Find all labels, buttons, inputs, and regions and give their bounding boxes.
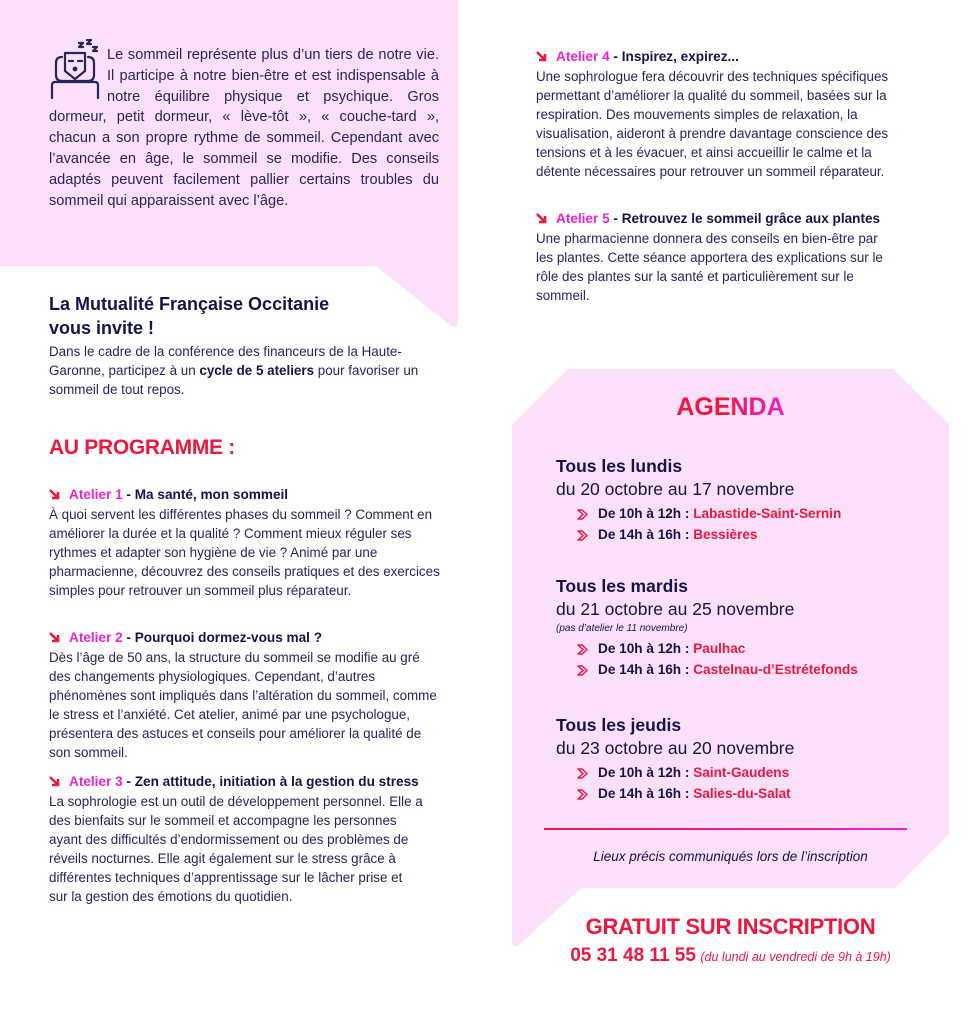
programme-title: AU PROGRAMME : — [49, 436, 235, 459]
atelier-1 — [49, 484, 444, 600]
agenda-slot — [556, 763, 936, 784]
atelier-title: - Pourquoi dormez-vous mal ? — [122, 630, 323, 645]
agenda-day-lundis — [556, 455, 936, 545]
double-chevron-right-icon — [577, 530, 589, 541]
slot-place: Salies-du-Salat — [693, 785, 791, 801]
invite-text-after: pour favoriser un sommeil de tout repos. — [49, 363, 419, 397]
atelier-2 — [49, 627, 444, 762]
agenda-title — [512, 393, 949, 422]
double-chevron-right-icon — [577, 644, 589, 655]
arrow-down-right-icon — [49, 489, 60, 500]
atelier-heading — [49, 627, 444, 648]
day-title: Tous les mardis — [556, 576, 688, 596]
slot-time: De 14h à 16h : — [598, 785, 694, 801]
agenda-slot — [556, 784, 936, 805]
day-title: Tous les jeudis — [556, 715, 682, 735]
double-chevron-right-icon — [577, 789, 589, 800]
double-chevron-right-icon — [577, 768, 589, 779]
slot-place: Bessières — [693, 526, 758, 542]
atelier-5 — [536, 208, 931, 305]
slot-place: Castelnau-d’Estrétefonds — [693, 661, 858, 677]
day-range: du 23 octobre au 20 novembre — [556, 738, 795, 758]
phone-number[interactable]: 05 31 48 11 55 — [570, 945, 696, 966]
atelier-body: Dès l’âge de 50 ans, la structure du sommeil se modifie au gré des changements physiologiques. Cependant, d’autres phénomènes sont impliqués dans l’altération du sommeil, comme le stress et l’anxiété. Cet atelier, animé par une psychologue, présentera des astuces et conseils pour améliorer la qualité de son sommeil. — [49, 650, 437, 760]
agenda-day-mardis — [556, 575, 936, 680]
agenda-slot — [556, 504, 936, 525]
atelier-heading — [536, 46, 896, 67]
slot-time: De 10h à 12h : — [598, 765, 694, 780]
slot-time: De 14h à 16h : — [598, 526, 694, 542]
atelier-label: Atelier 4 — [556, 49, 610, 64]
arrow-down-right-icon — [536, 51, 547, 62]
invite-text — [49, 342, 449, 399]
invite-text-before: Dans le cadre de la conférence des financeurs de la Haute-Garonne, participez à un — [49, 344, 402, 378]
day-title: Tous les lundis — [556, 456, 683, 476]
slot-time: De 10h à 12h : — [598, 506, 694, 521]
atelier-label: Atelier 3 — [69, 774, 123, 789]
phone-hours: (du lundi au vendredi de 9h à 19h) — [700, 950, 891, 964]
atelier-label: Atelier 2 — [69, 630, 123, 645]
double-chevron-right-icon — [577, 665, 589, 676]
invite-title-line2: vous invite ! — [49, 318, 155, 338]
atelier-heading — [49, 484, 444, 505]
sleeping-person-icon — [49, 39, 101, 99]
atelier-heading — [49, 771, 424, 792]
atelier-4 — [536, 46, 896, 181]
slot-time: De 14h à 16h : — [598, 661, 694, 677]
atelier-label: Atelier 1 — [69, 487, 123, 502]
atelier-heading — [536, 208, 931, 229]
atelier-title: - Inspirez, expirez... — [609, 49, 739, 64]
gratuit-title: GRATUIT SUR INSCRIPTION — [585, 914, 876, 939]
day-range: du 21 octobre au 25 novembre — [556, 599, 795, 619]
slot-place: Labastide-Saint-Sernin — [693, 506, 842, 521]
arrow-down-right-icon — [49, 776, 60, 787]
atelier-label: Atelier 5 — [556, 211, 610, 226]
phone-line — [512, 945, 949, 967]
atelier-title: - Ma santé, mon sommeil — [122, 487, 289, 502]
invite-title-line1: La Mutualité Française Occitanie — [49, 294, 330, 314]
slot-place: Paulhac — [693, 641, 746, 656]
atelier-3 — [49, 771, 424, 906]
agenda-title-text: AGENDA — [676, 393, 785, 421]
agenda-day-jeudis — [556, 714, 936, 804]
intro-text: Le sommeil représente plus d’un tiers de notre vie. Il participe à notre bien-être et est indispensable à notre équilibre physique et psychique. Gros dormeur, petit dormeur, « lève-tôt », « couche-tard », chacun a son propre rythme de sommeil. Cependant avec l’avancée en âge, le sommeil se modifie. Des conseils adaptés peuvent facilement pallier certains troubles du sommeil qui apparaissent avec l’âge. — [49, 47, 439, 209]
atelier-title: - Retrouvez le sommeil grâce aux plantes — [609, 211, 881, 226]
agenda-slot — [556, 660, 936, 681]
slot-time: De 10h à 12h : — [598, 641, 694, 656]
arrow-down-right-icon — [536, 213, 547, 224]
invite-text-bold: cycle de 5 ateliers — [199, 363, 315, 378]
intro-paragraph — [49, 45, 439, 211]
slot-place: Saint-Gaudens — [693, 765, 790, 780]
day-note: (pas d’atelier le 11 novembre) — [556, 623, 688, 634]
agenda-divider — [544, 828, 907, 830]
atelier-body: Une pharmacienne donnera des conseils en bien-être par les plantes. Cette séance apportera des explications sur le rôle des plantes sur la santé et particulièrement sur le sommeil. — [536, 231, 883, 303]
atelier-body: La sophrologie est un outil de développement personnel. Elle a des bienfaits sur le sommeil et accompagne les personnes ayant des difficultés d’endormissement ou des problèmes de réveils nocturnes. Elle agit également sur le stress grâce à différentes techniques d’apprentissage sur le lâcher prise et sur la gestion des émotions du quotidien. — [49, 794, 423, 904]
atelier-title: - Zen attitude, initiation à la gestion du stress — [122, 774, 419, 789]
atelier-body: À quoi servent les différentes phases du sommeil ? Comment en améliorer la durée et la qualité ? Comment mieux réguler ses rythmes et adapter son hygiène de vie ? Animé par une pharmacienne, découvrez des conseils pratiques et des exercices simples pour retrouver un sommeil plus réparateur. — [49, 507, 440, 598]
agenda-slot — [556, 525, 936, 546]
agenda-slot — [556, 639, 936, 660]
day-range: du 20 octobre au 17 novembre — [556, 479, 795, 499]
invite-title — [49, 292, 449, 340]
double-chevron-right-icon — [577, 509, 589, 520]
atelier-body: Une sophrologue fera découvrir des techniques spécifiques permettant d’améliorer la qualité du sommeil, basées sur la respiration. Des mouvements simples de relaxation, la visualisation, aideront à prendre davantage conscience des tensions et à les évacuer, et ainsi accueillir le calme et la détente nécessaires pour retrouver un sommeil réparateur. — [536, 69, 889, 179]
lieux-note: Lieux précis communiqués lors de l’inscription — [593, 849, 868, 864]
arrow-down-right-icon — [49, 632, 60, 643]
